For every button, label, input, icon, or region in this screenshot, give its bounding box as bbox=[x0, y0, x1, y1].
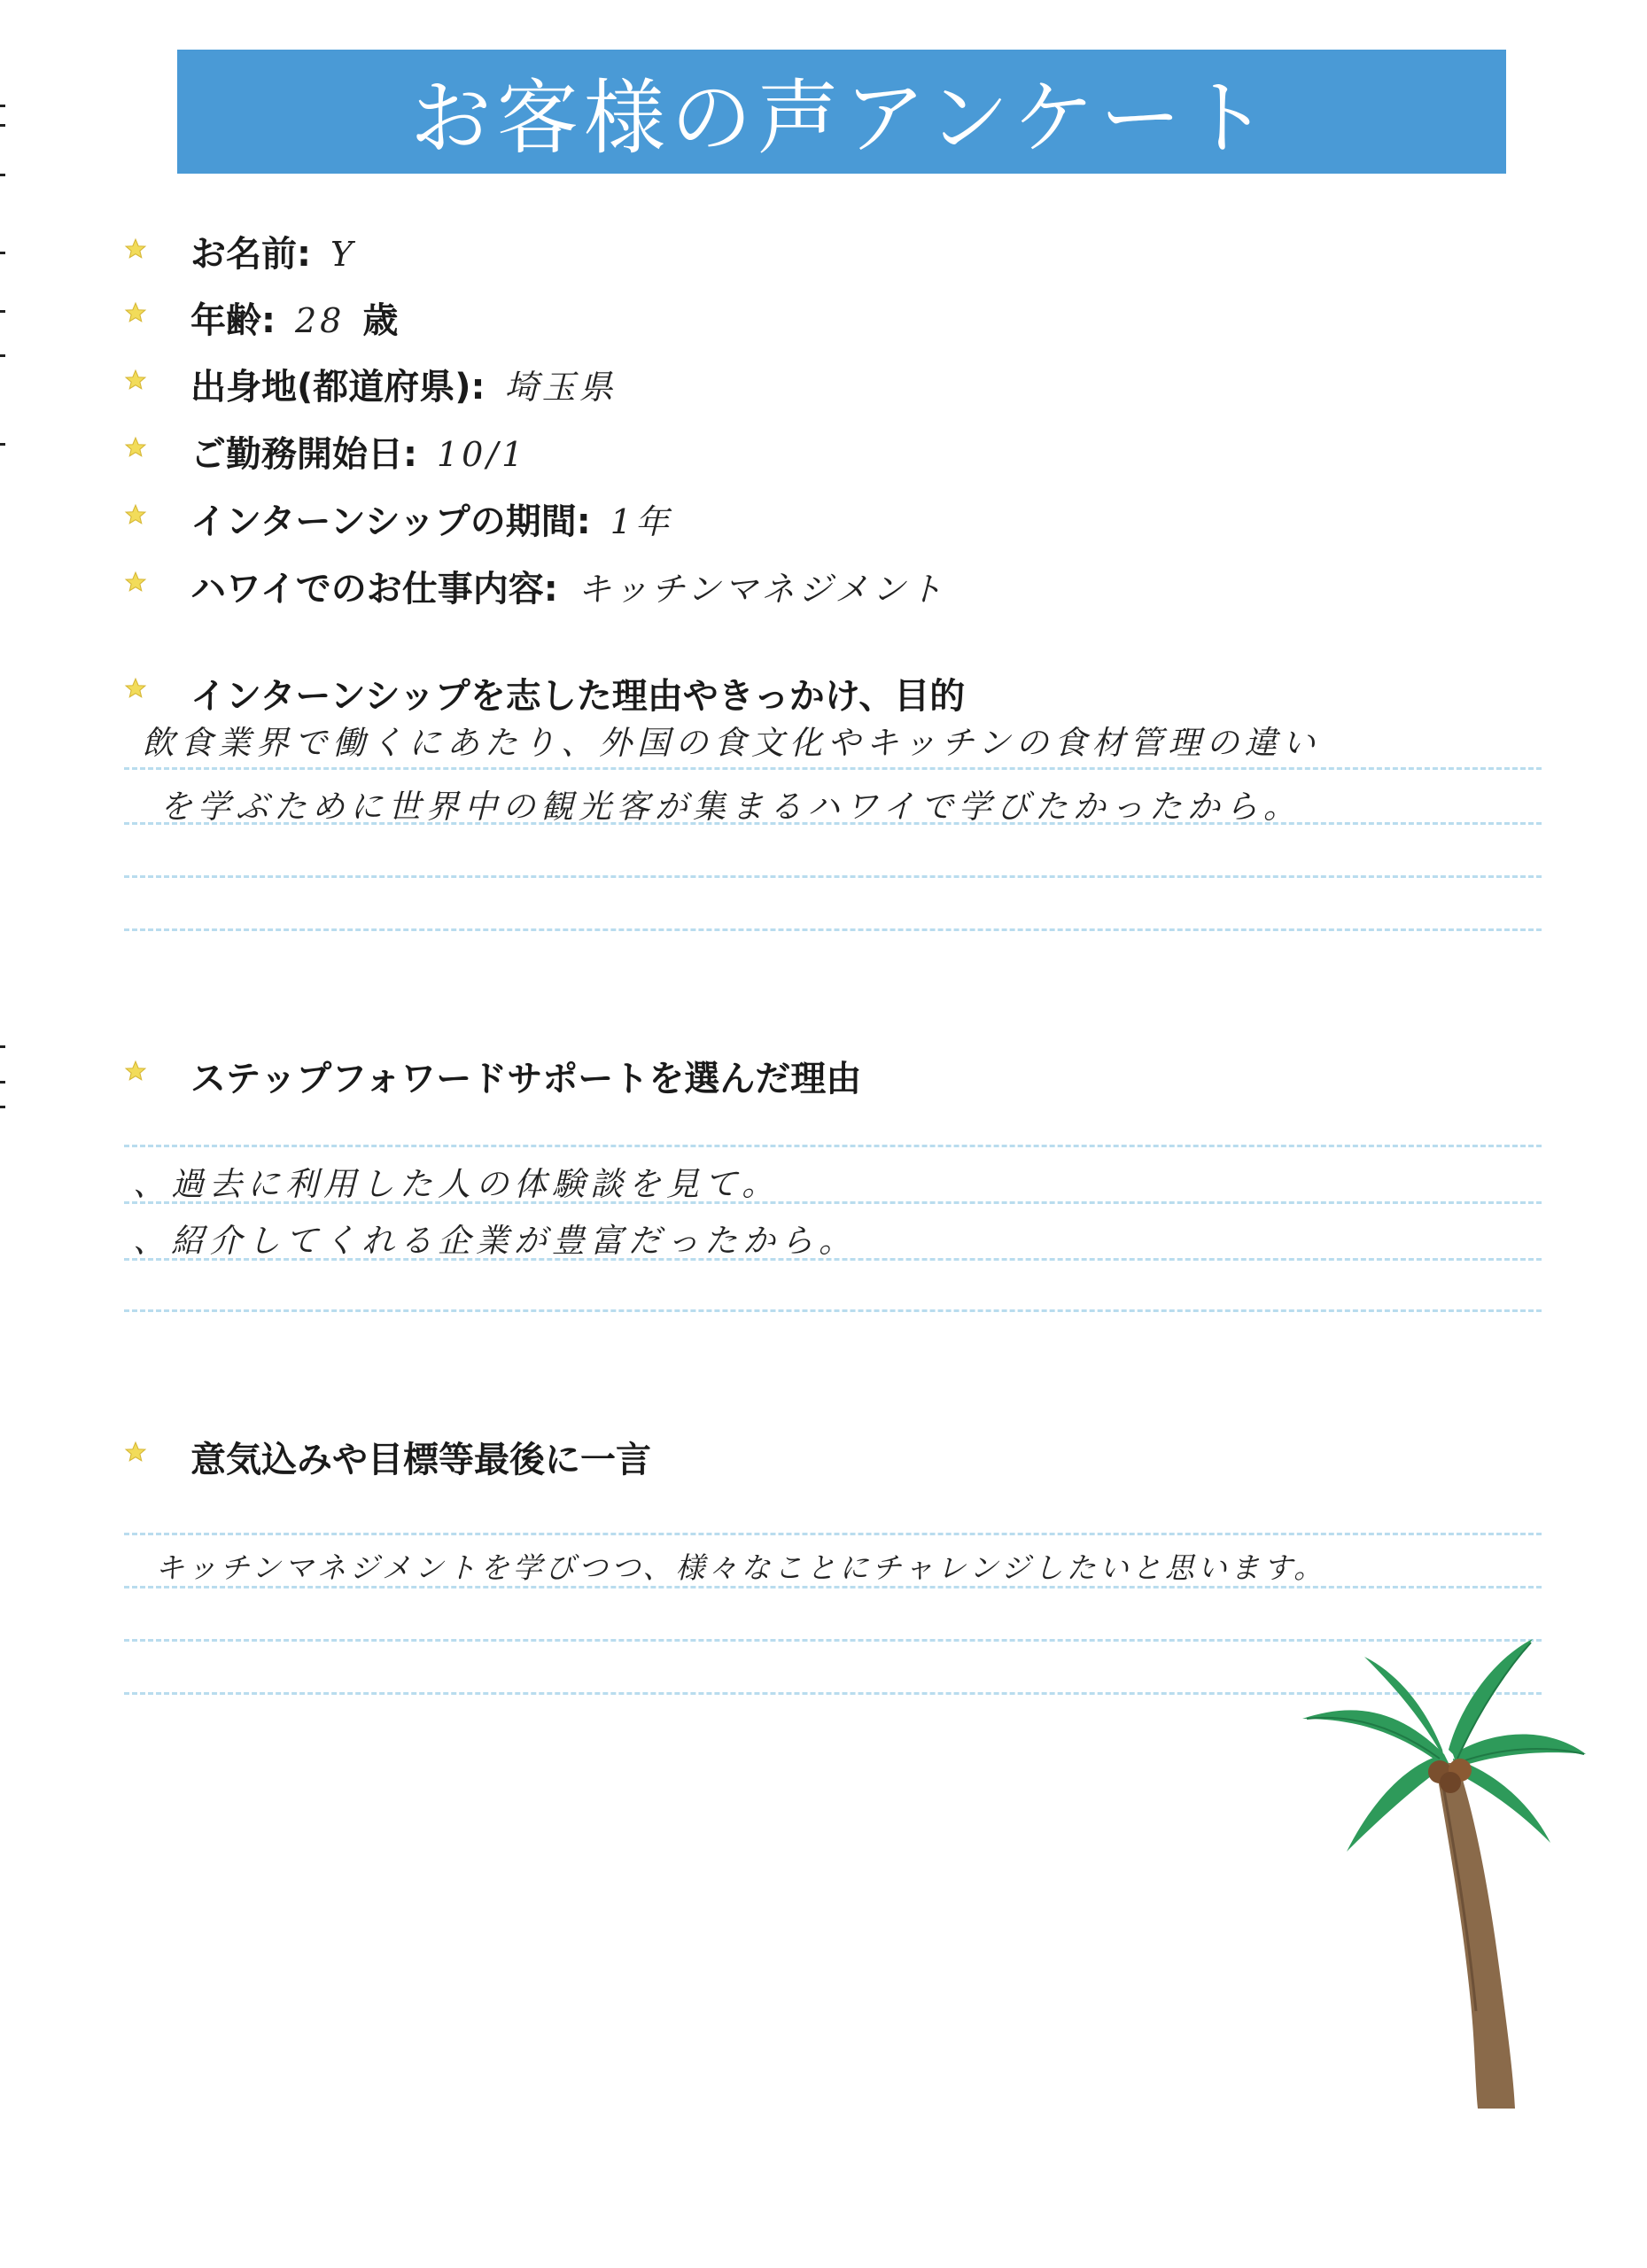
field-hometown bbox=[190, 359, 617, 409]
star-bullet-icon bbox=[124, 503, 147, 526]
ruled-line bbox=[124, 1258, 1542, 1261]
star-bullet-icon bbox=[124, 677, 147, 700]
ruled-line bbox=[124, 822, 1542, 825]
field-answer: 1年 bbox=[610, 502, 672, 541]
section-question-reason-chosen: ステップフォワードサポートを選んだ理由 bbox=[190, 1059, 862, 1099]
ruled-line bbox=[124, 1201, 1542, 1204]
field-label: お名前: bbox=[190, 234, 311, 275]
page-title: お客様の声アンケート bbox=[409, 71, 1274, 166]
field-name bbox=[190, 226, 356, 276]
field-label: インターンシップの期間: bbox=[190, 501, 591, 542]
star-bullet-icon bbox=[124, 571, 147, 594]
section-question-motivation: インターンシップを志した理由やきっかけ、目的 bbox=[190, 676, 966, 717]
field-answer: キッチンマネジメント bbox=[577, 570, 946, 609]
star-bullet-icon bbox=[124, 369, 147, 392]
field-start-date bbox=[190, 426, 526, 477]
star-bullet-icon bbox=[124, 301, 147, 324]
handwritten-answer-line: 飲食業界で働くにあたり、外国の食文化やキッチンの食材管理の違い bbox=[142, 724, 1321, 762]
star-bullet-icon bbox=[124, 1060, 147, 1083]
handwritten-answer-line: を学ぶために世界中の観光客が集まるハワイで学びたかったから。 bbox=[159, 788, 1301, 826]
handwritten-answer-line: 、過去に利用した人の体験談を見て。 bbox=[133, 1165, 781, 1203]
field-suffix: 歳 bbox=[362, 300, 399, 341]
ruled-line bbox=[124, 875, 1542, 878]
field-label: 年齢: bbox=[190, 300, 276, 341]
section-question-final-comment: 意気込みや目標等最後に一言 bbox=[190, 1440, 651, 1480]
field-label: ハワイでのお仕事内容: bbox=[190, 569, 558, 610]
ruled-line bbox=[124, 1145, 1542, 1147]
field-answer: 10/1 bbox=[437, 435, 527, 474]
ruled-line bbox=[124, 1586, 1542, 1588]
handwritten-answer-line: キッチンマネジメントを学びつつ、様々なことにチャレンジしたいと思います。 bbox=[155, 1550, 1327, 1585]
star-bullet-icon bbox=[124, 1441, 147, 1464]
field-answer: 28 bbox=[295, 301, 346, 340]
field-label: ご勤務開始日: bbox=[190, 434, 417, 475]
field-answer: Y bbox=[330, 235, 357, 274]
field-label: 出身地(都道府県): bbox=[190, 367, 486, 408]
ruled-line bbox=[124, 1309, 1542, 1312]
field-answer: 埼玉県 bbox=[504, 368, 617, 407]
field-internship-period bbox=[190, 493, 672, 544]
star-bullet-icon bbox=[124, 436, 147, 459]
palm-tree-illustration bbox=[1294, 1630, 1595, 2109]
handwritten-answer-line: 、紹介してくれる企業が豊富だったから。 bbox=[133, 1222, 857, 1260]
field-job-description bbox=[190, 561, 946, 611]
title-banner bbox=[177, 50, 1506, 174]
ruled-line bbox=[124, 1533, 1542, 1535]
star-bullet-icon bbox=[124, 237, 147, 260]
ruled-line bbox=[124, 767, 1542, 770]
ruled-line bbox=[124, 928, 1542, 931]
field-age bbox=[190, 292, 398, 343]
